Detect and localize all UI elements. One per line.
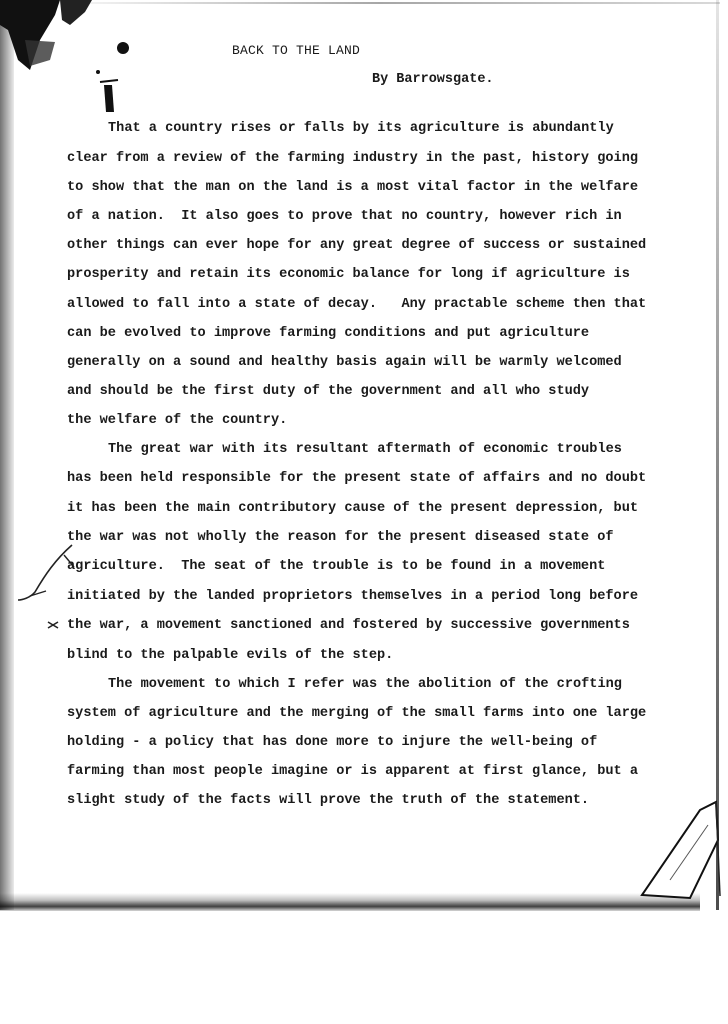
text-line: holding - a policy that has done more to injure the well-being of — [67, 735, 598, 750]
text-line: The great war with its resultant aftermath of economic troubles — [108, 442, 622, 457]
text-line: to show that the man on the land is a most vital factor in the welfare — [67, 180, 639, 195]
text-line: other things can ever hope for any great degree of success or sustained — [67, 238, 647, 253]
text-line: blind to the palpable evils of the step. — [67, 648, 394, 663]
text-line: has been held responsible for the present state of affairs and no doubt — [67, 471, 647, 486]
text-line: the war, a movement sanctioned and fostered by successive governments — [67, 618, 630, 633]
text-line: and should be the first duty of the government and all who study — [67, 384, 590, 399]
sheet-top-edge — [40, 2, 720, 4]
sheet-bottom-edge — [0, 893, 700, 911]
folded-corner — [640, 800, 728, 910]
text-line: clear from a review of the farming industry in the past, history going — [67, 151, 639, 166]
text-line: system of agriculture and the merging of the small farms into one large — [67, 706, 647, 721]
text-line: farming than most people imagine or is apparent at first glance, but a — [67, 764, 639, 779]
text-line: can be evolved to improve farming conditions and put agriculture — [67, 326, 590, 341]
text-line: prosperity and retain its economic balance for long if agriculture is — [67, 267, 630, 282]
text-line: generally on a sound and healthy basis again will be warmly welcomed — [67, 355, 622, 370]
text-line: slight study of the facts will prove the truth of the statement. — [67, 793, 590, 808]
text-line: initiated by the landed proprietors themselves in a period long before — [67, 589, 639, 604]
text-line: agriculture. The seat of the trouble is to be found in a movement — [67, 559, 606, 574]
text-line: the welfare of the country. — [67, 413, 288, 428]
text-line: The movement to which I refer was the abolition of the crofting — [108, 677, 622, 692]
text-line: the war was not wholly the reason for the present diseased state of — [67, 530, 614, 545]
text-line: it has been the main contributory cause of the present depression, but — [67, 501, 639, 516]
text-line: allowed to fall into a state of decay. Any practable scheme then that — [67, 297, 647, 312]
text-line: That a country rises or falls by its agriculture is abundantly — [108, 121, 614, 136]
text-line: of a nation. It also goes to prove that no country, however rich in — [67, 209, 622, 224]
document-title: BACK TO THE LAND — [232, 43, 361, 58]
document-byline: By Barrowsgate. — [372, 72, 494, 87]
sheet-right-edge — [716, 0, 719, 910]
